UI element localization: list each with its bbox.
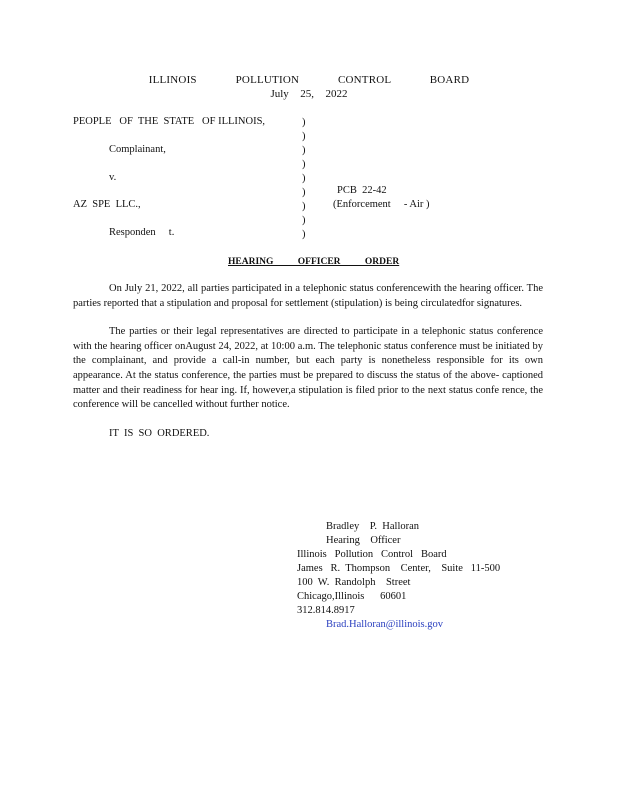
complainant-name: PEOPLE OF THE STATE OF ILLINOIS, [73,116,266,127]
agency-title: ILLINOIS POLLUTION CONTROL BOARD [148,74,470,86]
paren: ) [302,215,306,226]
complainant-label: Complainant, [109,144,166,155]
respondent-label: Responden t. [109,227,175,238]
caption-parentheses [302,116,306,242]
officer-email-link[interactable]: Brad.Halloran@illinois.gov [326,619,443,630]
versus-label: v. [109,172,117,183]
officer-building: James R. Thompson Center, Suite 11-500 [297,563,501,574]
respondent-name: AZ SPE LLC., [73,199,141,210]
signature-block [297,520,500,632]
officer-phone: 312.814.8917 [297,605,355,616]
paren: ) [302,187,306,198]
paren: ) [302,145,306,156]
paren: ) [302,201,306,212]
paren: ) [302,173,306,184]
paragraph-status-report: On July 21, 2022, all parties participated in a telephonic status conferencewith the hearing officer. The parties reported that a stipulation and proposal for settlement (stipulation) is being circulatedfor signatures. [73,283,543,309]
paren: ) [302,159,306,170]
order-title: HEARING OFFICER ORDER [228,257,400,267]
case-type: (Enforcement - Air ) [333,199,430,210]
case-number: PCB 22-42 [337,185,387,196]
officer-title: Hearing Officer [326,535,401,546]
paren: ) [302,117,306,128]
order-date: July 25, 2022 [270,88,348,100]
paragraph-directive: The parties or their legal representatives are directed to participate in a telephonic status conference with the hearing officer onAugust 24, 2022, at 10:00 a.m. The telephonic status conference must be initiated by the complainant, and provide a call-in number, but each party is nonetheless responsible for its own appearance. At the status conference, the parties must be prepared to discuss the status of the above- captioned matter and their readiness for hear ing. If, however,a stipulation is filed prior to the next status confe rence, the conference will be cancelled without further notice. [73,326,543,411]
order-body [73,282,543,441]
paren: ) [302,229,306,240]
officer-street: 100 W. Randolph Street [297,577,411,588]
paren: ) [302,131,306,142]
officer-name: Bradley P. Halloran [326,521,420,532]
so-ordered: IT IS SO ORDERED. [109,427,210,439]
officer-city: Chicago,Illinois 60601 [297,591,407,602]
officer-org: Illinois Pollution Control Board [297,549,447,560]
